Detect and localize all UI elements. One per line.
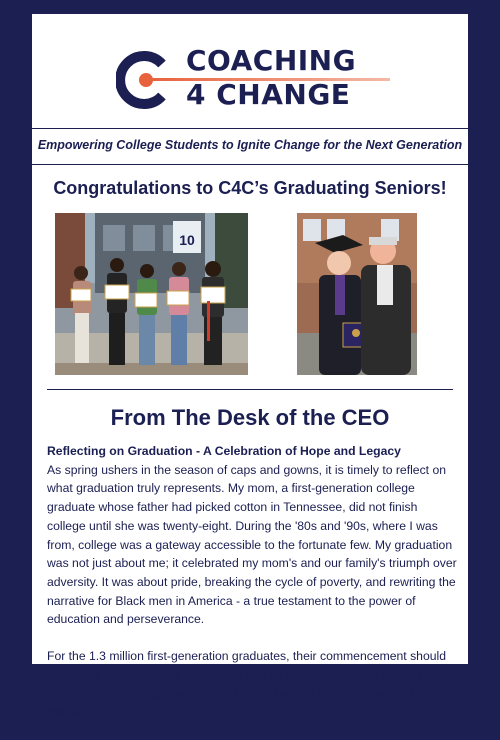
article-subtitle: Reflecting on Graduation - A Celebration of Hope and Legacy	[47, 444, 401, 458]
congrats-title: Congratulations to C4C’s Graduating Seniors!	[53, 178, 447, 198]
header	[32, 14, 468, 128]
coaching-4-change-logo	[116, 44, 386, 124]
divider-tagline	[32, 164, 468, 165]
ceo-article	[47, 442, 457, 740]
newsletter-page	[32, 14, 468, 720]
tagline: Empowering College Students to Ignite Change for the Next Generation	[37, 138, 463, 152]
ceo-section-title: From The Desk of the CEO	[110, 405, 390, 430]
graduates-group-photo	[55, 213, 248, 375]
divider-top	[32, 128, 468, 129]
article-paragraph-2: For the 1.3 million first-generation graduates, their commencement should symbolize a monumental victory, not just for them but for their families too. Yet, beneath these graduation caps lies a layer of concern. Students graduate	[47, 649, 448, 720]
brand-name-line1: COACHING	[186, 44, 357, 77]
article-paragraph-1: As spring ushers in the season of caps and gowns, it is timely to reflect on what graduation truly represents. My mom, a first-generation college graduate whose father had picked cotton in Tennessee, did not finish college until she was twenty-eight. During the '80s and '90s, where I was from, college was a gateway accessible to the fortunate few. My graduation was not just about me; it celebrated my mom's and our family's triumph over adversity. It was about pride, breaking the cycle of poverty, and rewriting the narrative for Black men in America - a true testament to the power of education and perseverance.	[47, 462, 457, 627]
building-sign-number: 10	[179, 232, 195, 248]
brand-name-line2: 4 CHANGE	[186, 78, 351, 111]
divider-section	[47, 389, 453, 390]
graduate-with-family-photo	[297, 213, 417, 375]
